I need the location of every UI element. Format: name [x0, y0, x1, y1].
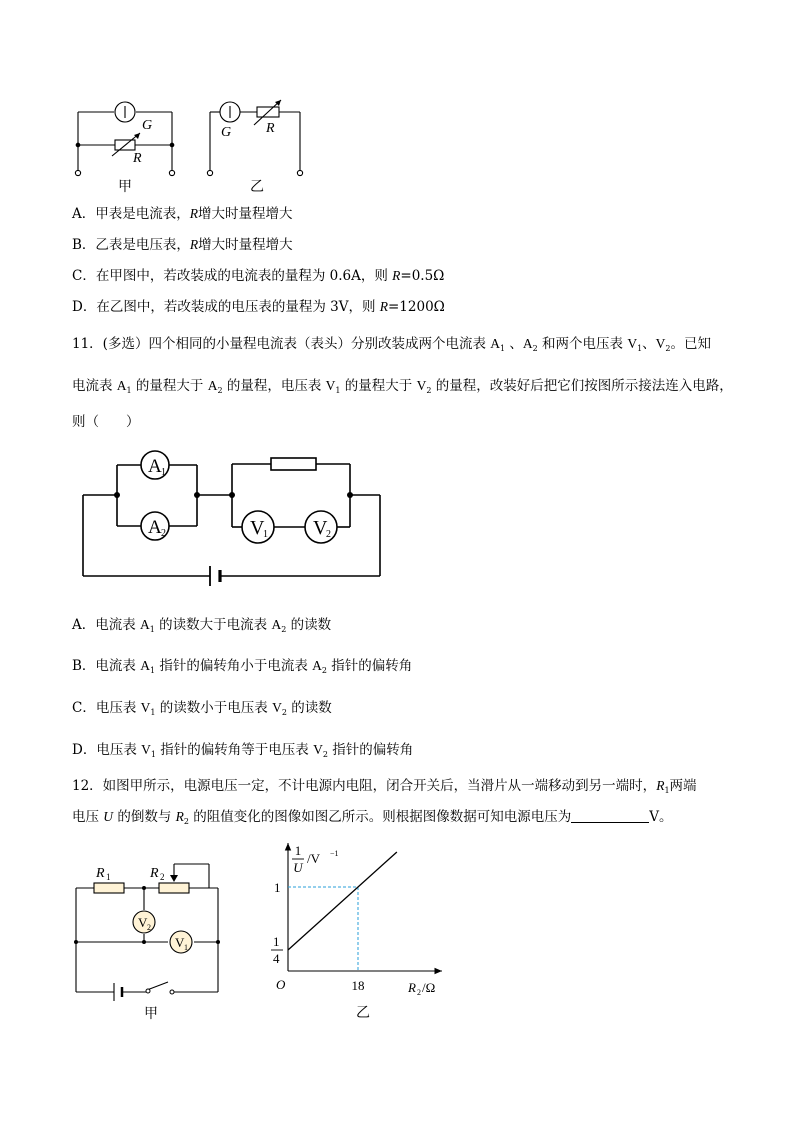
label-g-yi: G [221, 125, 232, 140]
q11-stem-line2: 电流表 $A_1$ 的量程大于 $A_2$ 的量程，电压表 $V_1$ 的量程大于 $V_2$ 的量程，改装好后把它们按图所示接法连入电路， [72, 378, 733, 395]
svg-text:1: 1 [106, 872, 111, 882]
svg-text:2: 2 [417, 988, 421, 997]
svg-text:2: 2 [147, 923, 151, 932]
q11-stem-line1: 11．(多选）四个相同的小量程电流表（表头）分别改装成两个电流表 $A_1$ 、$A_2$ 和两个电压表 $V_1$、$V_2$。已知 [72, 336, 712, 353]
galvanometer-yi-icon [220, 102, 240, 122]
x-tick-18: 18 [351, 978, 365, 993]
label-r1: R [96, 866, 105, 881]
svg-text:2: 2 [326, 529, 331, 540]
svg-text:/Ω: /Ω [422, 980, 436, 995]
svg-text:/V: /V [307, 851, 320, 866]
svg-text:R: R [408, 980, 416, 995]
caption-jia: 甲 [144, 1006, 158, 1022]
q11-option-c: C．电压表 $V_1$ 的读数小于电压表 $V_2$ 的读数 [72, 700, 332, 717]
svg-text:A: A [148, 517, 162, 538]
caption-yi: 乙 [250, 179, 264, 195]
label-r-yi: R [266, 121, 275, 136]
svg-text:2: 2 [161, 528, 166, 539]
q11-option-b: B．电流表 $A_1$ 指针的偏转角小于电流表 $A_2$ 指针的偏转角 [72, 658, 413, 675]
q11-stem-line3: 则（ ） [72, 414, 140, 430]
label-g-jia: G [142, 118, 153, 133]
q12-stem-line1: 12．如图甲所示，电源电压一定，不计电源内电阻，闭合开关后，当滑片从一端移动到另一端时，$R_1$两端 [72, 778, 697, 795]
caption-yi: 乙 [356, 1005, 370, 1021]
rheostat-r2 [159, 883, 189, 893]
svg-text:4: 4 [273, 951, 280, 966]
svg-text:1: 1 [263, 529, 268, 540]
svg-text:U: U [293, 860, 303, 875]
galvanometer-jia-icon [115, 102, 135, 122]
voltmeter-v2-icon [133, 911, 155, 933]
q12-stem-line2: 电压 U 的倒数与 $R_2$ 的阻值变化的图像如图乙所示。则根据图像数据可知电源电压为 V。 [72, 809, 673, 826]
svg-text:V: V [175, 935, 185, 950]
q10-option-c: C．在甲图中，若改装成的电流表的量程为 0.6A，则 R=0.5Ω [72, 268, 445, 284]
q11-resistor [271, 458, 316, 470]
ammeter-a1-icon [141, 451, 169, 479]
svg-text:2: 2 [160, 872, 165, 882]
svg-text:−1: −1 [330, 849, 339, 858]
svg-text:1: 1 [161, 467, 166, 478]
q11-option-d: D．电压表 $V_1$ 指针的偏转角等于电压表 $V_2$ 指针的偏转角 [72, 742, 414, 759]
y-tick-1: 1 [274, 880, 281, 895]
voltmeter-v2-icon [305, 511, 337, 543]
y-axis-label [292, 843, 339, 875]
svg-text:V: V [313, 517, 328, 539]
label-r-jia: R [133, 151, 142, 166]
figure-q10-circuits [70, 95, 310, 200]
resistor-r1 [94, 883, 124, 893]
switch-contact [146, 989, 150, 993]
x-axis-label [407, 980, 435, 997]
figure-q11-circuit [75, 448, 390, 590]
origin-label: O [276, 977, 286, 992]
q11-option-a: A．电流表 $A_1$ 的读数大于电流表 $A_2$ 的读数 [72, 617, 332, 634]
q10-option-a: A．甲表是电流表，R增大时量程增大 [72, 206, 293, 222]
q10-option-b: B．乙表是电压表，R增大时量程增大 [72, 237, 293, 253]
svg-text:1: 1 [294, 843, 302, 858]
slider-arrow-icon [170, 875, 178, 882]
svg-text:1: 1 [273, 934, 280, 949]
svg-text:V: V [250, 517, 265, 539]
figure-q12-graph-yi [262, 835, 452, 1023]
q10-option-d: D．在乙图中，若改装成的电压表的量程为 3V，则 R=1200Ω [72, 299, 445, 315]
svg-text:V: V [138, 915, 148, 930]
series-line [288, 852, 397, 950]
y-tick-quarter [271, 934, 283, 966]
label-r2: R [150, 866, 159, 881]
ammeter-a2-icon [141, 512, 169, 540]
answer-blank[interactable] [571, 808, 649, 823]
caption-jia: 甲 [118, 179, 132, 195]
svg-text:A: A [148, 456, 162, 477]
voltmeter-v1-icon [242, 511, 274, 543]
voltmeter-v1-icon [170, 931, 192, 953]
svg-text:1: 1 [184, 943, 188, 952]
figure-q12-circuit-jia [68, 852, 238, 1024]
